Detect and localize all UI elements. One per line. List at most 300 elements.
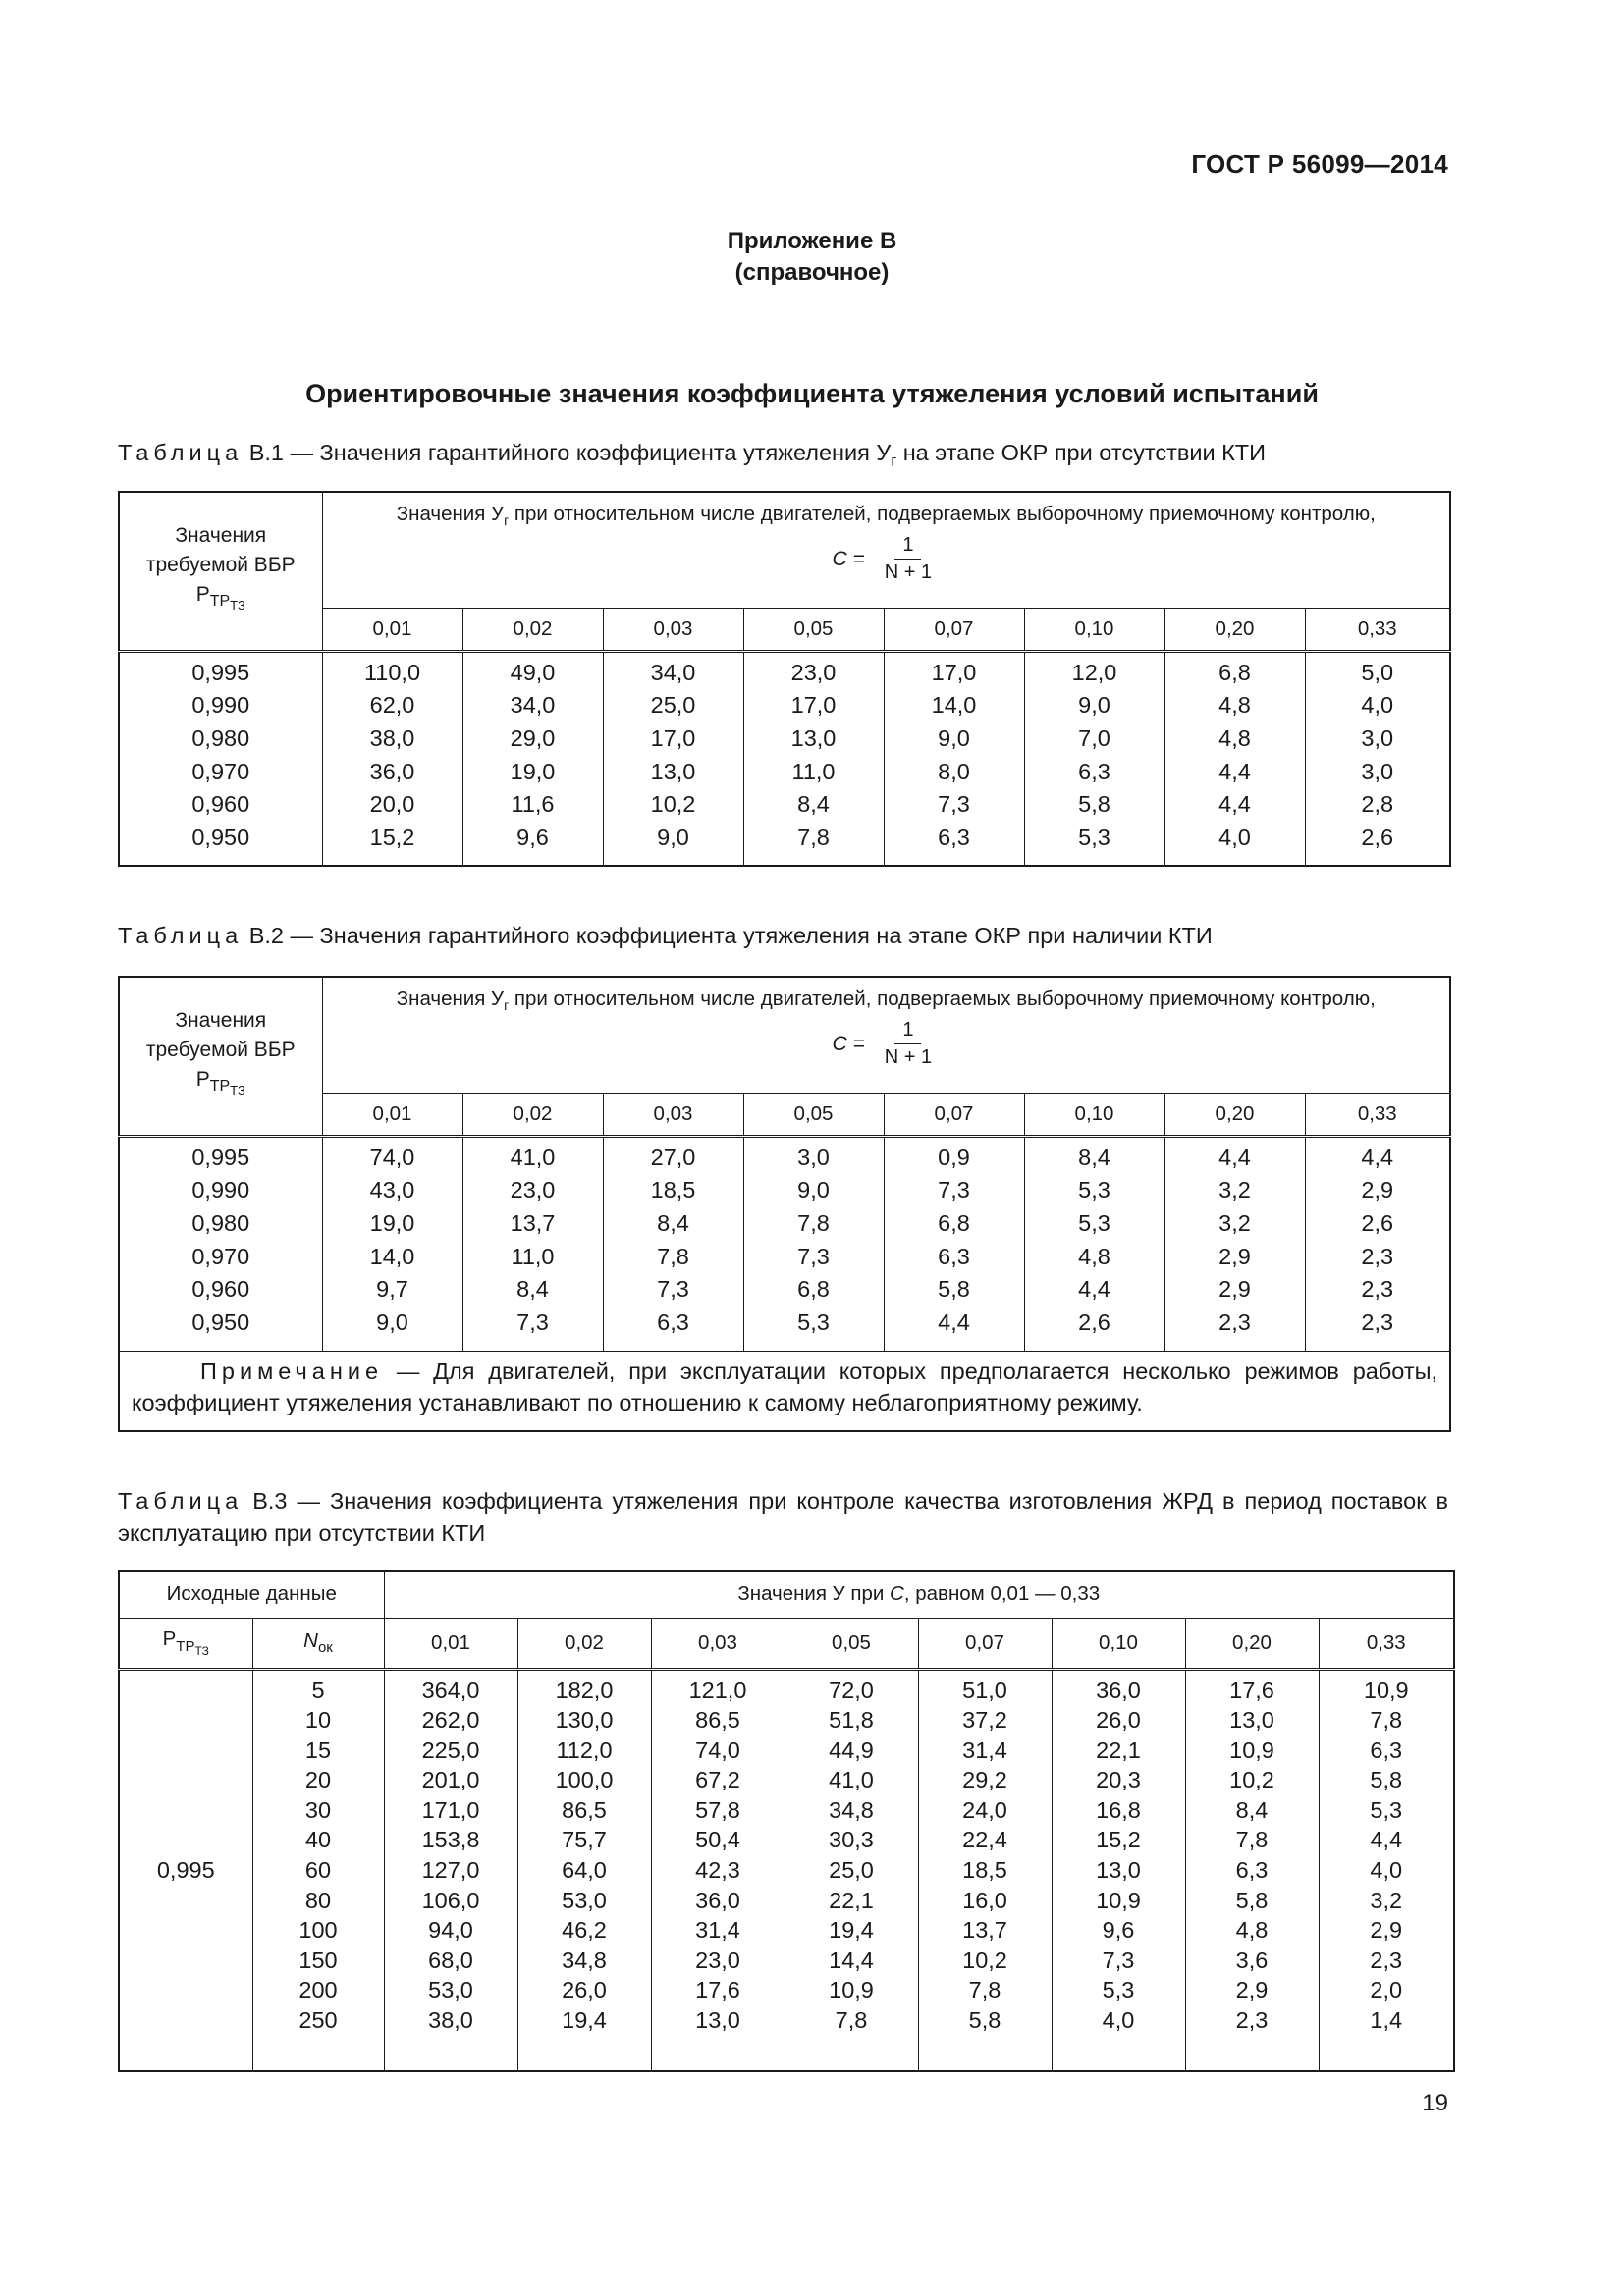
table-cell: 2,9 xyxy=(1361,1177,1394,1203)
table-cell: 62,0 xyxy=(369,692,415,719)
table-cell: 3,2 xyxy=(1370,1887,1403,1913)
table-cell: 38,0 xyxy=(369,724,415,751)
table-cell: 5,3 xyxy=(1078,1209,1110,1236)
table-cell: 171,0 xyxy=(421,1796,480,1823)
table-cell: 5,8 xyxy=(1078,791,1110,818)
page-number: 19 xyxy=(1422,2090,1448,2116)
table-cell: 6,8 xyxy=(797,1276,830,1303)
data-column xyxy=(603,1136,743,1351)
table-cell: 9,0 xyxy=(938,724,970,751)
table-cell: 0,990 xyxy=(191,1177,250,1203)
table-cell: 2,6 xyxy=(1078,1309,1110,1336)
table-cell: 2,6 xyxy=(1361,825,1394,851)
caption-sub: г xyxy=(891,453,897,470)
table-cell: 4,4 xyxy=(1218,791,1251,818)
n-values-column xyxy=(252,1669,384,2071)
table-cell: 5,8 xyxy=(1370,1767,1403,1793)
data-column xyxy=(884,651,1024,866)
table-cell: 4,0 xyxy=(1370,1857,1403,1884)
table-cell: 15,2 xyxy=(369,825,415,851)
table-cell: 150 xyxy=(298,1947,338,1973)
table-cell: 106,0 xyxy=(421,1887,480,1913)
table-cell: 15,2 xyxy=(1096,1827,1141,1853)
table-cell: 34,8 xyxy=(562,1947,607,1973)
table-cell: 364,0 xyxy=(421,1677,480,1703)
table-cell: 2,3 xyxy=(1361,1276,1394,1303)
table-cell: 11,0 xyxy=(791,758,836,784)
table-cell: 0,950 xyxy=(191,1309,250,1336)
table-cell: 19,0 xyxy=(369,1209,415,1236)
data-column xyxy=(322,1136,462,1351)
table-cell: 13,0 xyxy=(650,758,696,784)
table-cell: 60 xyxy=(304,1857,332,1884)
annex-title: Приложение В xyxy=(727,228,897,254)
table-cell: 9,0 xyxy=(376,1309,408,1336)
table-cell: 2,3 xyxy=(1361,1309,1394,1336)
table-cell: 51,8 xyxy=(829,1707,874,1734)
table-cell: 13,7 xyxy=(510,1209,556,1236)
group-header: Значения У при С, равном 0,01 — 0,33 xyxy=(384,1571,1454,1618)
table-cell: 2,9 xyxy=(1218,1243,1251,1269)
table-cell: 16,0 xyxy=(962,1887,1007,1913)
row-values-column xyxy=(119,1136,322,1351)
table-cell: 7,8 xyxy=(657,1243,689,1269)
data-column xyxy=(785,1669,918,2071)
table-cell: 6,3 xyxy=(1370,1736,1403,1763)
row-header-line2: требуемой ВБР xyxy=(145,1039,296,1062)
table-cell: 18,5 xyxy=(650,1177,696,1203)
table-cell: 3,0 xyxy=(1361,758,1394,784)
row-header-symbol: $P_{ТР_{ТЗ}}$ xyxy=(195,583,245,614)
table-b2 xyxy=(118,976,1451,1432)
table-cell: 9,0 xyxy=(657,825,689,851)
table-cell: 0,980 xyxy=(191,724,250,751)
table-cell: 3,2 xyxy=(1218,1209,1251,1236)
data-column xyxy=(743,1136,884,1351)
table-cell: 4,4 xyxy=(938,1309,970,1336)
table-cell: 30 xyxy=(304,1796,332,1823)
source-data-header: Исходные данные xyxy=(119,1571,384,1618)
table-cell: 16,8 xyxy=(1096,1796,1141,1823)
table-cell: 2,6 xyxy=(1361,1209,1394,1236)
table-cell: 36,0 xyxy=(369,758,415,784)
table-cell: 121,0 xyxy=(688,1677,747,1703)
standard-designation: ГОСТ Р 56099—2014 xyxy=(1191,149,1448,179)
table-cell: 6,3 xyxy=(938,825,970,851)
column-header: 0,07 xyxy=(884,1093,1024,1136)
table-cell: 250 xyxy=(298,2007,338,2034)
table-cell: 40 xyxy=(304,1827,332,1853)
table-cell: 0,980 xyxy=(191,1209,250,1236)
table-cell: 5,8 xyxy=(938,1276,970,1303)
table-cell: 8,4 xyxy=(1078,1144,1110,1170)
table-b2-caption xyxy=(118,920,1448,952)
table-cell: 9,7 xyxy=(376,1276,408,1303)
table-cell: 5,8 xyxy=(968,2007,1001,2034)
table-cell: 94,0 xyxy=(428,1917,473,1944)
table-cell: 2,3 xyxy=(1361,1243,1394,1269)
column-header: 0,10 xyxy=(1024,608,1164,651)
data-column xyxy=(1305,651,1450,866)
table-cell: 42,3 xyxy=(695,1857,740,1884)
row-header xyxy=(119,977,322,1136)
table-note: Примечание — Для двигателей, при эксплуатации которых предполагается несколько режимов работы, коэффициент утяжеления устанавливают по отношению к самому неблагоприятному режиму. xyxy=(119,1351,1450,1431)
table-cell: 49,0 xyxy=(510,659,556,685)
table-b1 xyxy=(118,491,1451,867)
data-column xyxy=(384,1669,517,2071)
table-cell: 22,1 xyxy=(829,1887,874,1913)
table-cell: 100 xyxy=(298,1917,338,1944)
table-cell: 13,0 xyxy=(1096,1857,1141,1884)
table-cell: 74,0 xyxy=(695,1736,740,1763)
table-cell: 4,0 xyxy=(1218,825,1251,851)
table-cell: 22,1 xyxy=(1096,1736,1141,1763)
caption-text: В.3 — Значения коэффициента утяжеления при контроле качества изготовления ЖРД в период поставок в эксплуатацию при отсутствии КТИ xyxy=(118,1488,1448,1546)
table-cell: 24,0 xyxy=(962,1796,1007,1823)
table-cell: 14,0 xyxy=(931,692,977,719)
table-cell: 75,7 xyxy=(562,1827,607,1853)
table-cell: 2,8 xyxy=(1361,791,1394,818)
row-header-line1: Значения xyxy=(175,524,267,548)
table-cell: 19,0 xyxy=(510,758,556,784)
table-cell: 38,0 xyxy=(428,2007,473,2034)
table-cell: 31,4 xyxy=(962,1736,1007,1763)
caption-text: В.1 — Значения гарантийного коэффициента утяжеления У xyxy=(248,440,892,465)
table-cell: 13,7 xyxy=(962,1917,1007,1944)
table-cell: 25,0 xyxy=(650,692,696,719)
table-cell: 20,3 xyxy=(1096,1767,1141,1793)
column-header: 0,07 xyxy=(918,1618,1052,1669)
table-cell: 26,0 xyxy=(1096,1707,1141,1734)
table-cell: 41,0 xyxy=(510,1144,556,1170)
column-header: 0,20 xyxy=(1164,608,1305,651)
table-cell: 86,5 xyxy=(695,1707,740,1734)
table-cell: 17,6 xyxy=(695,1977,740,2003)
table-cell: 15 xyxy=(304,1736,332,1763)
table-cell: 6,3 xyxy=(1235,1857,1269,1884)
column-header: 0,02 xyxy=(462,608,603,651)
table-cell: 4,4 xyxy=(1218,758,1251,784)
table-cell: 5,3 xyxy=(1102,1977,1135,2003)
table-cell: 3,0 xyxy=(1361,724,1394,751)
table-cell: 67,2 xyxy=(695,1767,740,1793)
table-cell: 9,0 xyxy=(1078,692,1110,719)
table-cell: 2,9 xyxy=(1370,1917,1403,1944)
table-cell: 57,8 xyxy=(695,1796,740,1823)
p-value: 0,995 xyxy=(119,1669,252,2071)
table-cell: 262,0 xyxy=(421,1707,480,1734)
table-cell: 4,8 xyxy=(1078,1243,1110,1269)
data-column xyxy=(1024,651,1164,866)
table-cell: 7,8 xyxy=(797,1209,830,1236)
data-column xyxy=(1024,1136,1164,1351)
data-column xyxy=(1052,1669,1185,2071)
table-cell: 8,0 xyxy=(938,758,970,784)
caption-word: Таблица xyxy=(118,1488,244,1514)
table-cell: 46,2 xyxy=(562,1917,607,1944)
table-cell: 8,4 xyxy=(797,791,830,818)
data-column xyxy=(884,1136,1024,1351)
table-cell: 19,4 xyxy=(829,1917,874,1944)
table-cell: 1,4 xyxy=(1370,2007,1403,2034)
table-cell: 4,0 xyxy=(1102,2007,1135,2034)
table-cell: 0,960 xyxy=(191,791,250,818)
table-cell: 6,3 xyxy=(1078,758,1110,784)
table-cell: 9,6 xyxy=(1102,1917,1135,1944)
table-cell: 0,950 xyxy=(191,825,250,851)
table-cell: 7,8 xyxy=(968,1977,1001,2003)
table-cell: 36,0 xyxy=(1096,1677,1141,1703)
column-header: 0,07 xyxy=(884,608,1024,651)
table-cell: 68,0 xyxy=(428,1947,473,1973)
table-cell: 3,0 xyxy=(797,1144,830,1170)
column-header: 0,33 xyxy=(1319,1618,1454,1669)
data-column xyxy=(517,1669,651,2071)
table-cell: 4,4 xyxy=(1370,1827,1403,1853)
table-cell: 14,0 xyxy=(369,1243,415,1269)
table-cell: 20 xyxy=(304,1767,332,1793)
table-cell: 10 xyxy=(304,1707,332,1734)
data-column xyxy=(1305,1136,1450,1351)
table-cell: 110,0 xyxy=(363,659,421,685)
p-required-header: $P_{ТР_{ТЗ}}$ xyxy=(119,1618,252,1669)
column-header: 0,05 xyxy=(743,608,884,651)
column-header: 0,05 xyxy=(743,1093,884,1136)
table-cell: 7,0 xyxy=(1078,724,1110,751)
column-header: 0,33 xyxy=(1305,608,1450,651)
data-column xyxy=(743,651,884,866)
table-cell: 23,0 xyxy=(695,1947,740,1973)
table-cell: 182,0 xyxy=(555,1677,614,1703)
table-cell: 22,4 xyxy=(962,1827,1007,1853)
table-cell: 26,0 xyxy=(562,1977,607,2003)
table-cell: 6,3 xyxy=(657,1309,689,1336)
table-cell: 13,0 xyxy=(1229,1707,1274,1734)
group-header: Значения $У_г$ при относительном числе двигателей, подвергаемых выборочному приемочному контролю, C = $\frac{1}{N + 1}$ xyxy=(322,492,1450,608)
table-cell: 0,970 xyxy=(191,758,250,784)
table-cell: 12,0 xyxy=(1071,659,1117,685)
table-cell: 4,8 xyxy=(1218,692,1251,719)
table-cell: 31,4 xyxy=(695,1917,740,1944)
table-cell: 2,3 xyxy=(1370,1947,1403,1973)
table-cell: 2,3 xyxy=(1218,1309,1251,1336)
column-header: 0,01 xyxy=(322,1093,462,1136)
column-header: 0,05 xyxy=(785,1618,918,1669)
row-values-column xyxy=(119,651,322,866)
table-cell: 7,8 xyxy=(835,2007,868,2034)
table-cell: 64,0 xyxy=(562,1857,607,1884)
column-header: 0,01 xyxy=(322,608,462,651)
section-title: Ориентировочные значения коэффициента утяжеления условий испытаний xyxy=(305,379,1319,408)
data-column xyxy=(1319,1669,1454,2071)
table-cell: 10,9 xyxy=(1096,1887,1141,1913)
table-cell: 3,2 xyxy=(1218,1177,1251,1203)
table-cell: 37,2 xyxy=(962,1707,1007,1734)
table-cell: 7,3 xyxy=(797,1243,830,1269)
table-cell: 13,0 xyxy=(790,724,837,751)
table-cell: 27,0 xyxy=(650,1144,696,1170)
table-cell: 10,2 xyxy=(1229,1767,1274,1793)
table-cell: 2,0 xyxy=(1370,1977,1403,2003)
table-cell: 153,8 xyxy=(421,1827,480,1853)
table-cell: 17,0 xyxy=(650,724,696,751)
table-cell: 10,2 xyxy=(650,791,696,818)
table-cell: 29,0 xyxy=(510,724,556,751)
table-cell: 36,0 xyxy=(695,1887,740,1913)
table-b1-caption xyxy=(118,437,1448,478)
table-cell: 34,8 xyxy=(829,1796,874,1823)
table-cell: 50,4 xyxy=(695,1827,740,1853)
table-cell: 6,8 xyxy=(938,1209,970,1236)
table-cell: 0,995 xyxy=(191,659,250,685)
data-column xyxy=(651,1669,785,2071)
table-cell: 225,0 xyxy=(421,1736,480,1763)
table-cell: 7,3 xyxy=(938,1177,970,1203)
table-cell: 10,9 xyxy=(829,1977,874,2003)
data-column xyxy=(1164,651,1305,866)
table-cell: 0,995 xyxy=(191,1144,250,1170)
table-cell: 17,0 xyxy=(790,692,837,719)
table-cell: 72,0 xyxy=(829,1677,874,1703)
table-cell: 6,3 xyxy=(938,1243,970,1269)
table-cell: 11,0 xyxy=(511,1243,555,1269)
table-cell: 18,5 xyxy=(962,1857,1007,1884)
caption-word: Таблица xyxy=(118,923,244,948)
row-header-line1: Значения xyxy=(175,1009,267,1033)
table-cell: 29,2 xyxy=(962,1767,1007,1793)
table-cell: 23,0 xyxy=(510,1177,556,1203)
data-column xyxy=(1185,1669,1319,2071)
table-cell: 0,990 xyxy=(191,692,250,719)
n-ok-header: $N_{ок}$ xyxy=(252,1618,384,1669)
table-cell: 7,3 xyxy=(516,1309,549,1336)
column-header: 0,03 xyxy=(651,1618,785,1669)
table-cell: 13,0 xyxy=(695,2007,740,2034)
column-header: 0,33 xyxy=(1305,1093,1450,1136)
table-cell: 9,6 xyxy=(516,825,549,851)
row-header-line2: требуемой ВБР xyxy=(145,554,296,577)
table-cell: 11,6 xyxy=(511,791,555,818)
table-cell: 7,3 xyxy=(657,1276,689,1303)
table-cell: 5,3 xyxy=(1370,1796,1403,1823)
table-cell: 80 xyxy=(304,1887,332,1913)
column-header: 0,10 xyxy=(1024,1093,1164,1136)
table-cell: 8,4 xyxy=(1235,1796,1269,1823)
table-cell: 0,9 xyxy=(938,1144,970,1170)
column-header: 0,02 xyxy=(462,1093,603,1136)
table-cell: 3,6 xyxy=(1235,1947,1269,1973)
table-cell: 43,0 xyxy=(369,1177,415,1203)
table-cell: 6,8 xyxy=(1218,659,1251,685)
table-cell: 34,0 xyxy=(650,659,696,685)
table-cell: 44,9 xyxy=(829,1736,874,1763)
column-header: 0,02 xyxy=(517,1618,651,1669)
table-cell: 74,0 xyxy=(369,1144,415,1170)
table-cell: 5,3 xyxy=(797,1309,830,1336)
table-cell: 4,8 xyxy=(1218,724,1251,751)
table-cell: 8,4 xyxy=(657,1209,689,1236)
table-cell: 5 xyxy=(311,1677,325,1703)
caption-text: В.2 — Значения гарантийного коэффициента утяжеления на этапе ОКР при наличии КТИ xyxy=(248,923,1213,948)
table-cell: 0,970 xyxy=(191,1243,250,1269)
data-column xyxy=(462,651,603,866)
table-cell: 0,960 xyxy=(191,1276,250,1303)
table-cell: 30,3 xyxy=(829,1827,874,1853)
table-b3-caption xyxy=(118,1485,1448,1550)
table-cell: 53,0 xyxy=(562,1887,607,1913)
table-cell: 7,3 xyxy=(1102,1947,1135,1973)
data-column xyxy=(918,1669,1052,2071)
table-cell: 51,0 xyxy=(962,1677,1007,1703)
column-header: 0,01 xyxy=(384,1618,517,1669)
table-cell: 4,4 xyxy=(1078,1276,1110,1303)
table-cell: 4,4 xyxy=(1218,1144,1251,1170)
table-cell: 4,4 xyxy=(1361,1144,1394,1170)
table-cell: 19,4 xyxy=(562,2007,607,2034)
table-data-row xyxy=(119,1136,1450,1351)
data-column xyxy=(1164,1136,1305,1351)
table-cell: 130,0 xyxy=(555,1707,614,1734)
formula: C = $\frac{1}{N + 1}$ xyxy=(832,1019,933,1069)
table-cell: 100,0 xyxy=(555,1767,614,1793)
table-cell: 14,4 xyxy=(829,1947,874,1973)
table-cell: 53,0 xyxy=(428,1977,473,2003)
table-cell: 34,0 xyxy=(510,692,556,719)
data-column xyxy=(462,1136,603,1351)
caption-word: Таблица xyxy=(118,440,244,465)
table-cell: 200 xyxy=(298,1977,338,2003)
table-cell: 10,9 xyxy=(1229,1736,1274,1763)
table-cell: 86,5 xyxy=(562,1796,607,1823)
table-b3 xyxy=(118,1570,1455,2072)
table-data-row xyxy=(119,651,1450,866)
table-cell: 4,0 xyxy=(1361,692,1394,719)
table-cell: 17,0 xyxy=(931,659,977,685)
table-cell: 2,3 xyxy=(1235,2007,1269,2034)
table-cell: 4,8 xyxy=(1235,1917,1269,1944)
table-cell: 7,8 xyxy=(1235,1827,1269,1853)
table-cell: 112,0 xyxy=(556,1736,613,1763)
row-header-symbol: $P_{ТР_{ТЗ}}$ xyxy=(195,1068,245,1098)
table-cell: 5,0 xyxy=(1361,659,1394,685)
row-header xyxy=(119,492,322,651)
table-cell: 17,6 xyxy=(1229,1677,1274,1703)
data-column xyxy=(603,651,743,866)
table-cell: 127,0 xyxy=(421,1857,480,1884)
column-header: 0,20 xyxy=(1164,1093,1305,1136)
table-cell: 201,0 xyxy=(421,1767,480,1793)
table-cell: 5,3 xyxy=(1078,825,1110,851)
group-header: Значения $У_г$ при относительном числе двигателей, подвергаемых выборочному приемочному контролю, C = $\frac{1}{N + 1}$ xyxy=(322,977,1450,1093)
table-cell: 2,9 xyxy=(1218,1276,1251,1303)
table-cell: 10,9 xyxy=(1363,1677,1409,1703)
table-cell: 5,3 xyxy=(1078,1177,1110,1203)
table-cell: 2,9 xyxy=(1235,1977,1269,2003)
table-cell: 9,0 xyxy=(797,1177,830,1203)
table-cell: 8,4 xyxy=(516,1276,549,1303)
column-header: 0,03 xyxy=(603,1093,743,1136)
table-cell: 7,3 xyxy=(938,791,970,818)
table-cell: 10,2 xyxy=(962,1947,1007,1973)
annex-subtitle: (справочное) xyxy=(734,259,890,286)
table-cell: 20,0 xyxy=(369,791,415,818)
table-cell: 7,8 xyxy=(797,825,830,851)
column-header: 0,10 xyxy=(1052,1618,1185,1669)
table-cell: 25,0 xyxy=(829,1857,874,1884)
table-cell: 7,8 xyxy=(1370,1707,1403,1734)
table-cell: 41,0 xyxy=(829,1767,874,1793)
column-header: 0,03 xyxy=(603,608,743,651)
